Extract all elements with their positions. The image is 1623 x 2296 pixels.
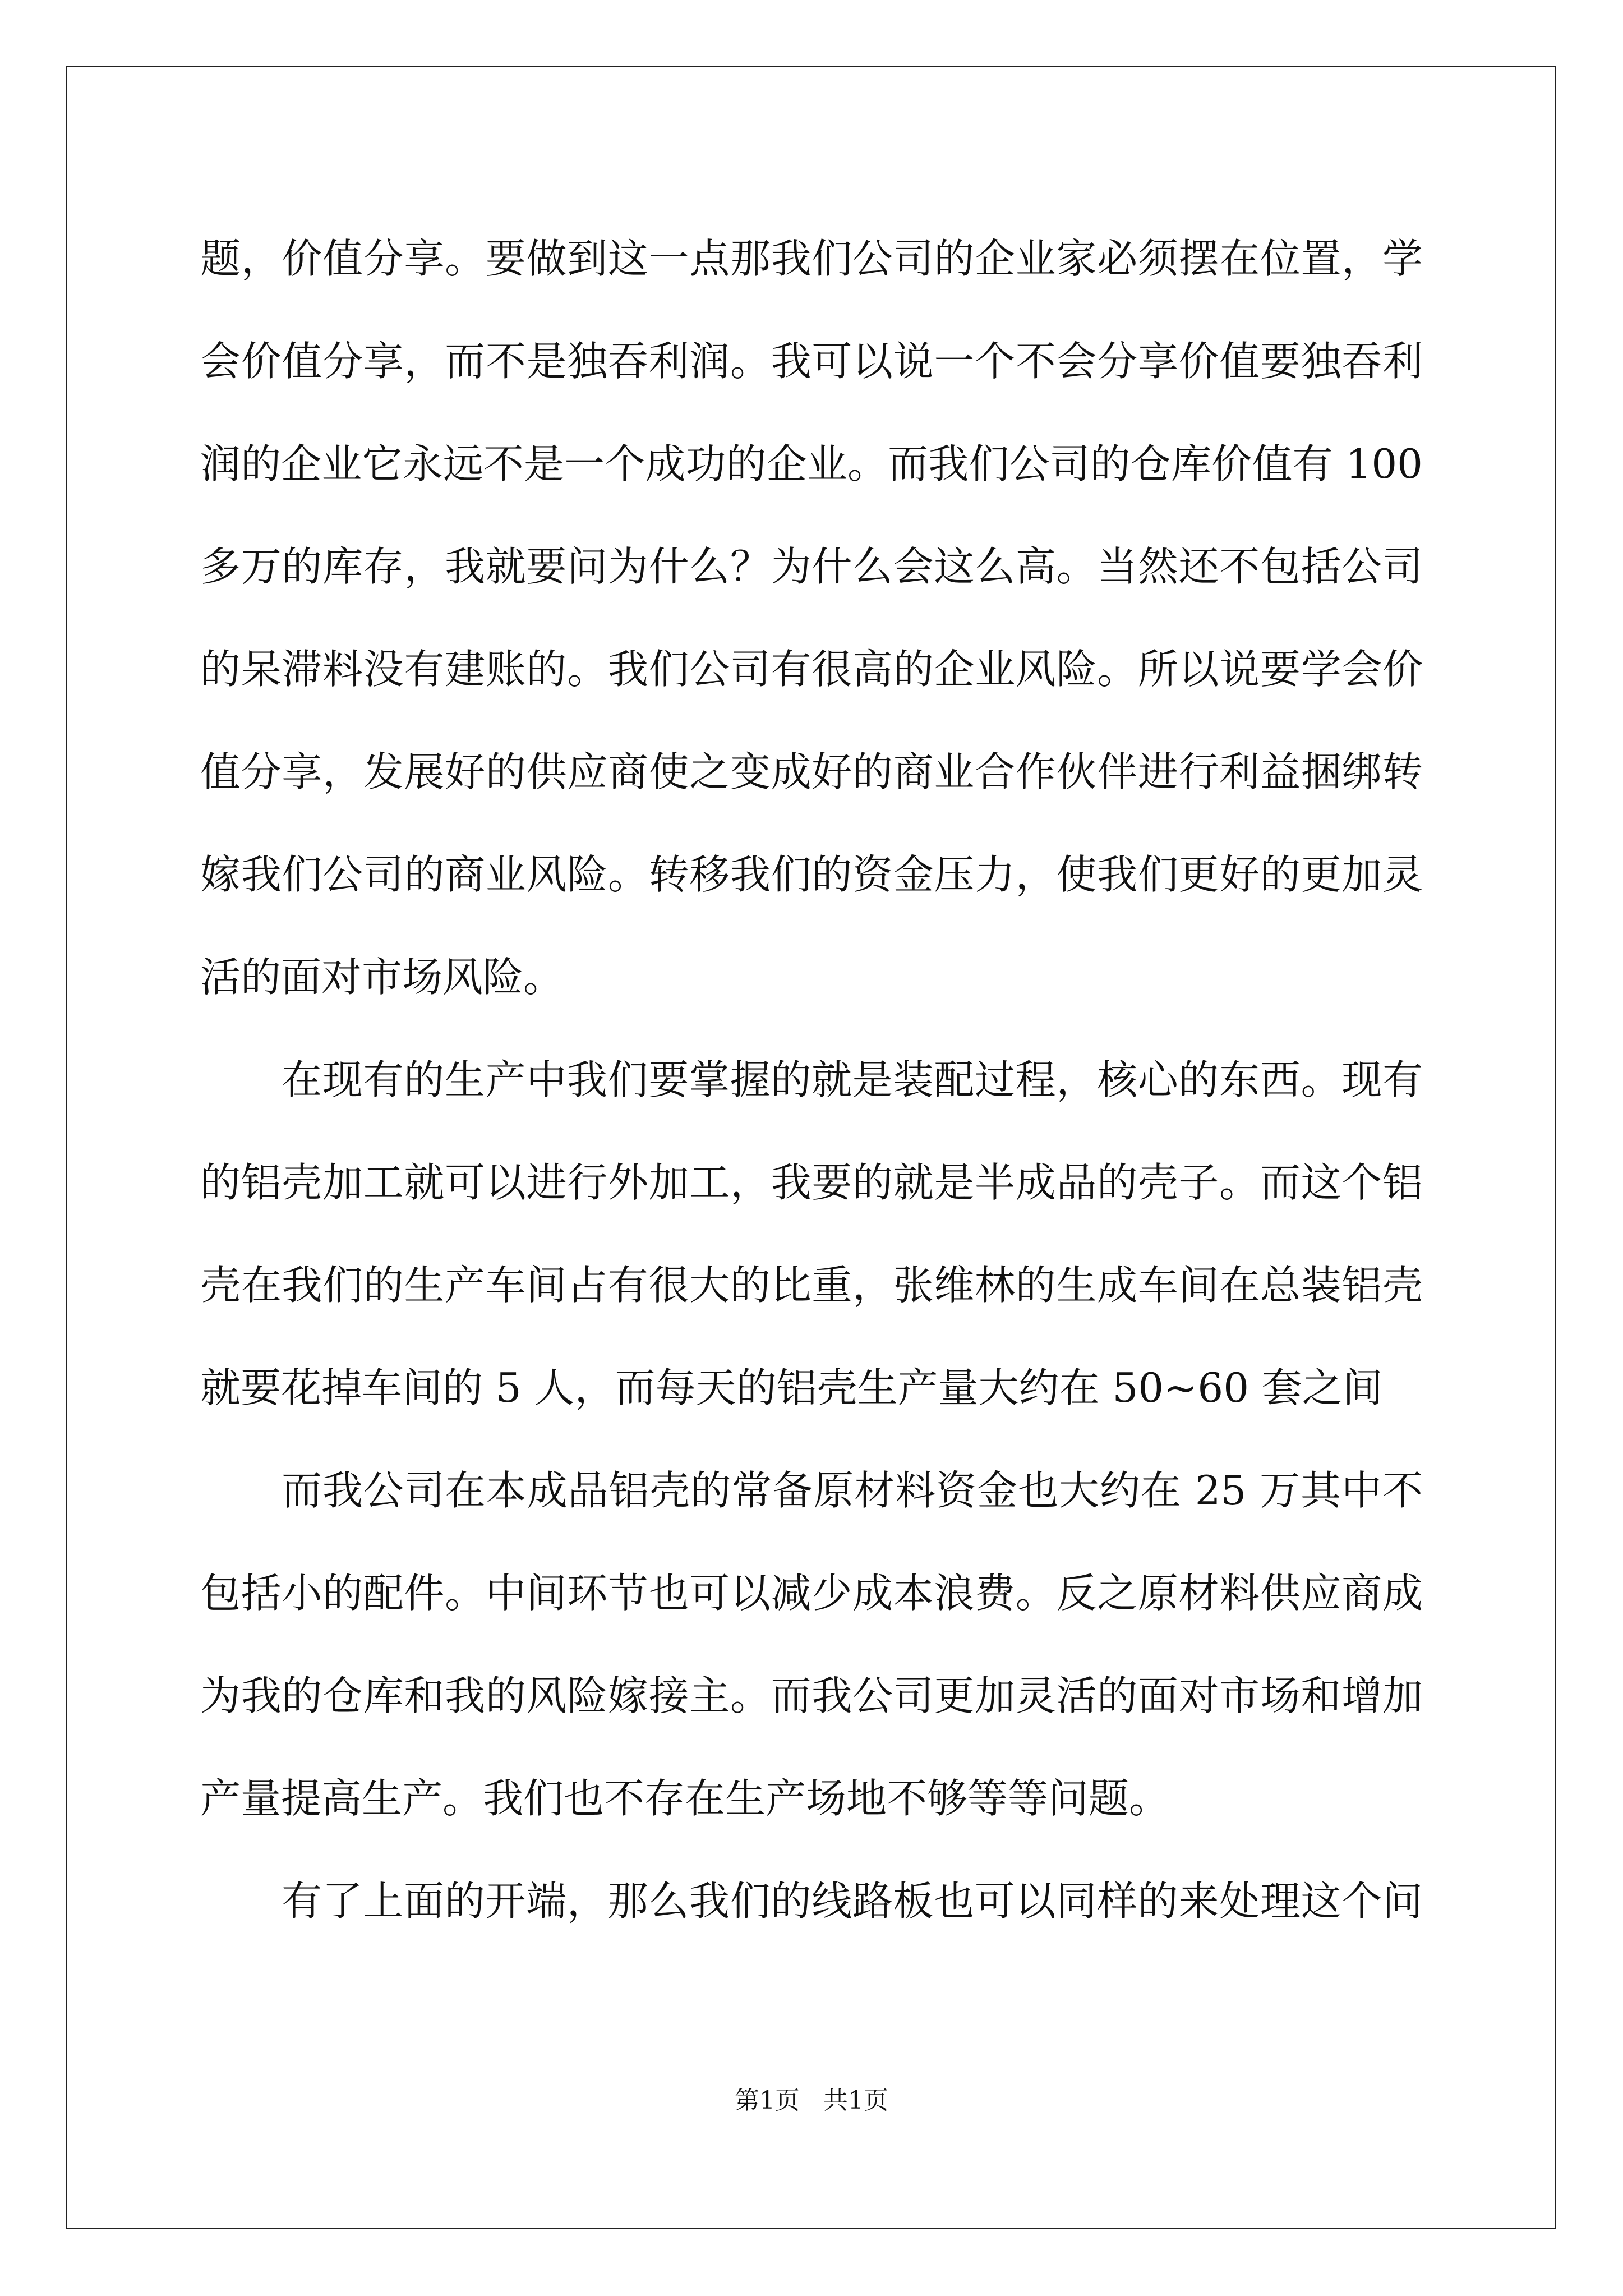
text-line: 为我的仓库和我的风险嫁接主。而我公司更加灵活的面对市场和增加 [200, 1672, 1423, 1719]
text-line: 有了上面的开端，那么我们的线路板也可以同样的来处理这个问 [282, 1878, 1423, 1925]
text-line: 产量提高生产。我们也不存在生产场地不够等等问题。 [200, 1775, 1170, 1822]
page-footer [0, 2084, 1623, 2118]
text-line: 在现有的生产中我们要掌握的就是装配过程，核心的东西。现有 [282, 1056, 1423, 1103]
page-number: 第1页 [735, 2086, 800, 2115]
text-line: 值分享，发展好的供应商使之变成好的商业合作伙伴进行利益捆绑转 [200, 748, 1423, 795]
text-line: 多万的库存，我就要问为什么？为什么会这么高。当然还不包括公司 [200, 543, 1423, 590]
text-line: 而我公司在本成品铝壳的常备原材料资金也大约在 25 万其中不 [282, 1467, 1423, 1514]
text-line: 活的面对市场风险。 [200, 954, 564, 1001]
page-total: 共1页 [823, 2086, 888, 2115]
paragraph-3 [200, 1439, 1423, 1850]
text-line: 嫁我们公司的商业风险。转移我们的资金压力，使我们更好的更加灵 [200, 851, 1423, 898]
text-line: 的呆滞料没有建账的。我们公司有很高的企业风险。所以说要学会价 [200, 646, 1423, 693]
text-line: 的铝壳加工就可以进行外加工，我要的就是半成品的壳子。而这个铝 [200, 1159, 1423, 1206]
text-line: 壳在我们的生产车间占有很大的比重，张维林的生成车间在总装铝壳 [200, 1262, 1423, 1309]
text-line: 题，价值分享。要做到这一点那我们公司的企业家必须摆在位置，学 [200, 235, 1423, 282]
paragraph-1 [200, 208, 1423, 1029]
text-line: 润的企业它永远不是一个成功的企业。而我们公司的仓库价值有 100 [200, 440, 1423, 487]
text-line: 包括小的配件。中间环节也可以减少成本浪费。反之原材料供应商成 [200, 1570, 1423, 1617]
document-body [200, 208, 1423, 1953]
footer-spacer [800, 2086, 823, 2115]
paragraph-4 [200, 1850, 1423, 1953]
text-line: 就要花掉车间的 5 人，而每天的铝壳生产量大约在 50~60 套之间 [200, 1364, 1383, 1411]
paragraph-2 [200, 1029, 1423, 1439]
text-line: 会价值分享，而不是独吞利润。我可以说一个不会分享价值要独吞利 [200, 338, 1423, 385]
